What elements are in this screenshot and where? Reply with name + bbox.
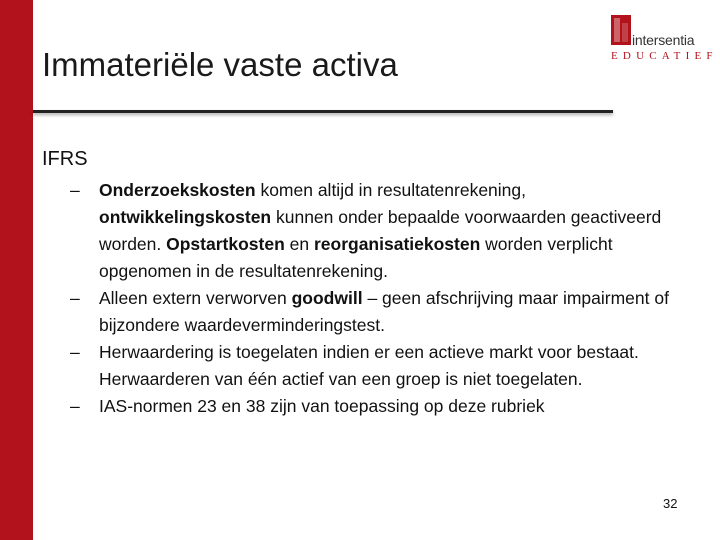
bullet-text: komen altijd in resultatenrekening, — [255, 180, 527, 200]
logo-mark-icon — [611, 15, 631, 45]
bullet-item — [70, 339, 680, 393]
bullet-bold-term: Onderzoekskosten — [99, 180, 256, 200]
bullet-bold-term: Opstartkosten — [166, 234, 285, 254]
page-number: 32 — [663, 496, 678, 511]
bullet-item — [70, 177, 680, 285]
bullet-bold-term: reorganisatiekosten — [313, 234, 481, 254]
bullet-marker: – — [70, 396, 80, 416]
bullet-bold-term: ontwikkelingskosten — [99, 207, 272, 227]
bullet-text: en — [284, 234, 314, 254]
logo-wordmark: intersentia — [632, 32, 695, 48]
bullet-bold-term: goodwill — [291, 288, 363, 308]
slide-title: Immateriële vaste activa — [42, 46, 398, 83]
bullet-text: – geen afschrijving maar impairment of bijzondere waardeverminderingstest. — [99, 288, 669, 335]
title-divider — [33, 110, 613, 113]
logo-subtitle: EDUCATIEF — [611, 50, 718, 62]
bullet-item — [70, 393, 680, 420]
bullet-text: Herwaardering is toegelaten indien er een actieve markt voor bestaat. Herwaarderen van één actief van een groep is niet toegelaten. — [99, 342, 639, 389]
bullet-marker: – — [70, 180, 80, 200]
bullet-item — [70, 285, 680, 339]
left-accent-bar — [0, 0, 33, 540]
intersentia-logo — [608, 12, 718, 62]
bullet-text: IAS-normen 23 en 38 zijn van toepassing op deze rubriek — [99, 396, 545, 416]
section-heading: IFRS — [42, 148, 88, 170]
bullet-list — [70, 177, 680, 420]
bullet-text: worden verplicht opgenomen in de resultatenrekening. — [99, 234, 613, 281]
bullet-marker: – — [70, 342, 80, 362]
bullet-text: Alleen extern verworven — [99, 288, 292, 308]
bullet-marker: – — [70, 288, 80, 308]
bullet-text: kunnen onder bepaalde voorwaarden geactiveerd worden. — [99, 207, 662, 254]
